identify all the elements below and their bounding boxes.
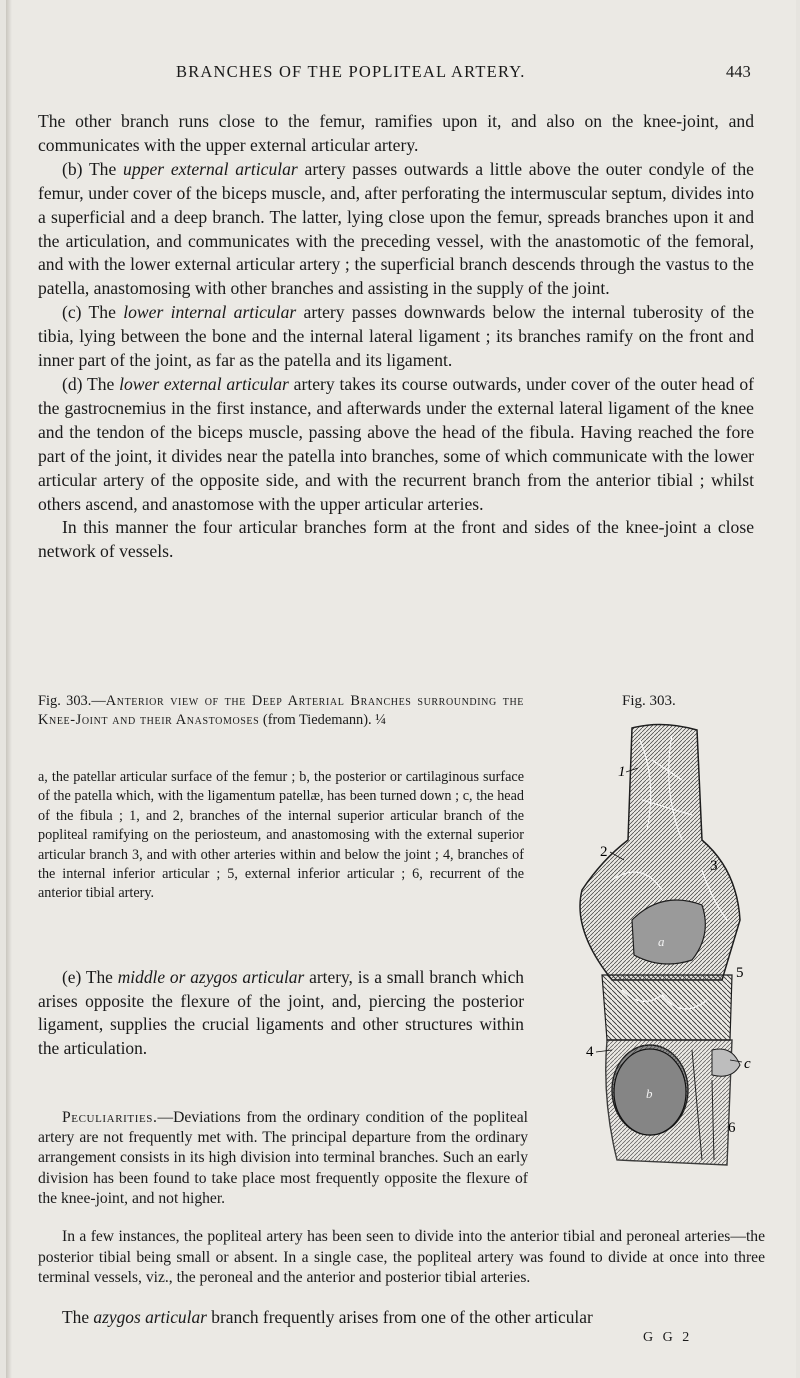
callout-4: 4 bbox=[586, 1044, 594, 1060]
peculiarities-heading: Peculiarities. bbox=[62, 1109, 158, 1126]
paragraph-b-term: upper external articular bbox=[123, 158, 298, 179]
paragraph-c-marker: (c) The bbox=[62, 302, 124, 323]
page-gutter-shadow bbox=[6, 0, 12, 1378]
figure-caption-title: Anterior view of the Deep Arterial Branches surrounding the Knee-Joint and their Anastomoses bbox=[38, 693, 525, 728]
callout-3: 3 bbox=[710, 858, 718, 874]
paragraph-c bbox=[38, 301, 754, 373]
azygos-term: azygos articular bbox=[93, 1307, 207, 1327]
azygos-text: branch frequently arises from one of the other articular bbox=[206, 1307, 593, 1327]
main-text bbox=[38, 110, 754, 564]
paragraph-c-text: artery passes downwards below the internal tuberosity of the tibia, lying between the bone and the internal lateral ligament ; its branches ramify on the front and inner part of the joint, as far as the patella and its ligament. bbox=[38, 302, 754, 371]
paragraph-d-term: lower external articular bbox=[119, 373, 289, 394]
callout-c: c bbox=[744, 1056, 751, 1072]
callout-2: 2 bbox=[600, 844, 608, 860]
azygos-prefix: The bbox=[62, 1307, 94, 1327]
paragraph-b-marker: (b) The bbox=[62, 158, 124, 179]
peculiarities-section bbox=[38, 1108, 528, 1209]
paragraph-c-term: lower internal articular bbox=[123, 302, 297, 323]
section-e-text: artery, is a small branch which arises opposite the flexure of the joint, and, piercing the posterior ligament, supplies the crucial ligaments and other structures within the articulation. bbox=[38, 967, 524, 1058]
section-e-marker: (e) The bbox=[62, 967, 118, 987]
figure-scale: ¼ bbox=[375, 711, 387, 728]
page-number: 443 bbox=[726, 62, 751, 81]
peculiarities-text: —Deviations from the ordinary condition of the popliteal artery are not frequently met with. The principal departure from the ordinary arrangement consists in its high division into terminal branches. Such an early division has been found to take place most frequently opposite the flexure of the knee-joint, and not higher. bbox=[38, 1109, 528, 1207]
figure-caption bbox=[38, 692, 524, 729]
figure-caption-source: (from Tiedemann). bbox=[259, 711, 376, 728]
paragraph-b-text: artery passes outwards a little above the outer condyle of the femur, under cover of the biceps muscle, and, after perforating the intermuscular septum, divides into a superficial and a deep branch. The latter, lying close upon the femur, spreads branches upon it and the articulation, and communicates with the preceding vessel, with the anastomotic of the femoral, and with the lower external articular artery ; the superficial branch descends through the vastus to the patella, anastomosing with other branches and assisting in the supply of the joint. bbox=[38, 158, 754, 299]
paragraph-summary: In this manner the four articular branches form at the front and sides of the knee-joint a close network of vessels. bbox=[38, 517, 754, 562]
signature-mark: G G 2 bbox=[643, 1330, 693, 1345]
section-e bbox=[38, 966, 524, 1060]
callout-5: 5 bbox=[736, 965, 744, 981]
bottom-text bbox=[38, 1227, 765, 1289]
figure-legend: a, the patellar articular surface of the femur ; b, the posterior or cartilaginous surface of the patella which, with the ligamentum patellæ, has been turned down ; c, the head of the fibula ; 1, and 2, branches of the internal superior articular branch of the popliteal ramifying on the periosteum, and anastomosing with the external superior articular branch 3, and with other arteries within and below the joint ; 4, branches of the internal inferior articular ; 5, external inferior articular ; 6, recurrent of the anterior tibial artery. bbox=[38, 769, 524, 902]
section-e-term: middle or azygos articular bbox=[117, 967, 305, 987]
paragraph-d-text: artery takes its course outwards, under cover of the outer head of the gastrocnemius in the first instance, and afterwards under the external lateral ligament of the knee and the tendon of the biceps muscle, passing above the head of the fibula. Having reached the fore part of the joint, it divides near the patella into branches, some of which communicate with the lower articular artery of the opposite side, and with the recurrent branch from the anterior tibial ; whilst others ascend, and anastomose with the upper articular arteries. bbox=[38, 373, 754, 514]
paragraph-d-marker: (d) The bbox=[62, 373, 120, 394]
paragraph-variations: In a few instances, the popliteal artery has been seen to divide into the anterior tibial and peroneal arteries—the posterior tibial being small or absent. In a single case, the popliteal artery was found to divide at once into three terminal vessels, viz., the peroneal and the anterior and posterior tibial arteries. bbox=[38, 1228, 765, 1287]
callout-a: a bbox=[658, 934, 665, 949]
paragraph-d bbox=[38, 373, 754, 516]
figure-number-label: Fig. 303. bbox=[622, 693, 676, 709]
paragraph-intro: The other branch runs close to the femur, ramifies upon it, and also on the knee-joint, and communicates with the upper external articular artery. bbox=[38, 111, 754, 155]
fibula-head bbox=[712, 1049, 740, 1076]
callout-1: 1 bbox=[618, 764, 626, 780]
running-title: BRANCHES OF THE POPLITEAL ARTERY. bbox=[176, 62, 526, 81]
book-page bbox=[6, 0, 796, 1378]
knee-joint-illustration bbox=[562, 720, 772, 1180]
paragraph-b bbox=[38, 158, 754, 301]
callout-b: b bbox=[646, 1086, 653, 1101]
paragraph-azygos bbox=[38, 1307, 765, 1328]
callout-6: 6 bbox=[728, 1120, 736, 1136]
figure-caption-prefix: Fig. 303.— bbox=[38, 693, 106, 709]
knee-engraving bbox=[562, 720, 772, 1180]
